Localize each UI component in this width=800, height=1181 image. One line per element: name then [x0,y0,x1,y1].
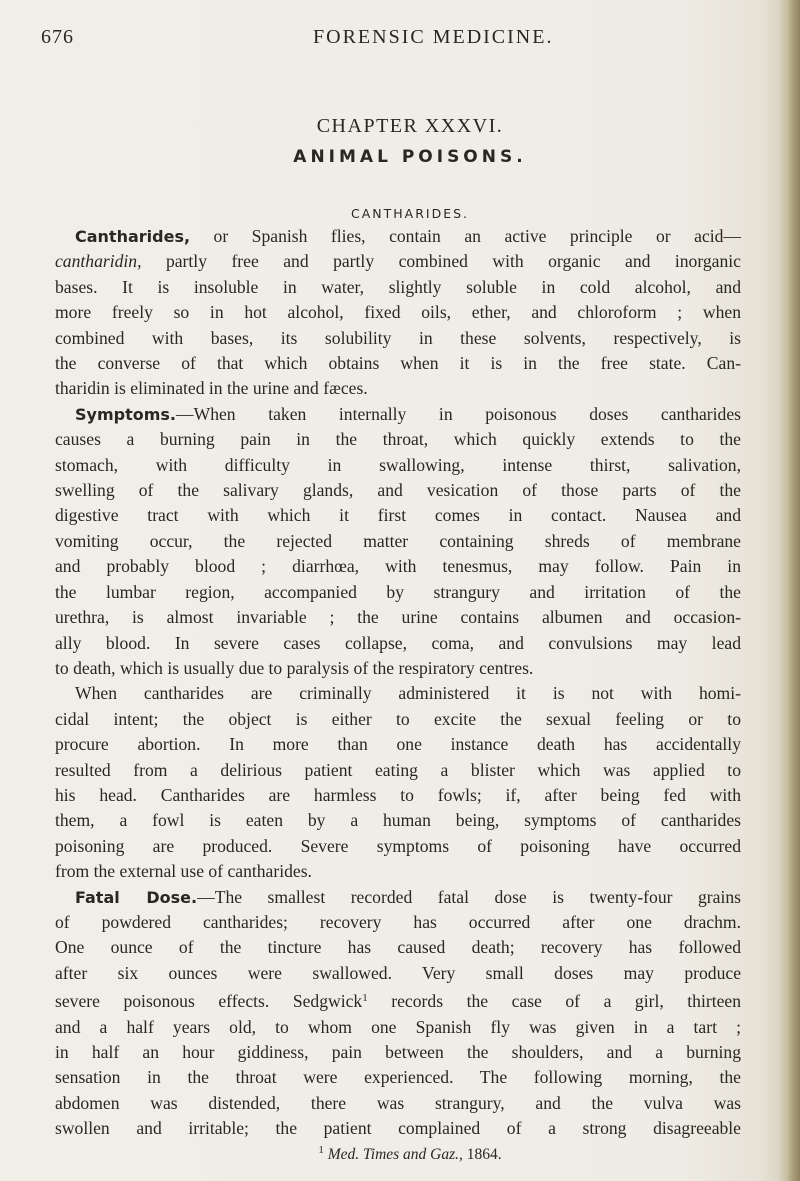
text-line: When cantharides are criminally administered it is not with homi- [75,683,741,704]
page-edge-shadow [778,0,800,1181]
text-line: in half an hour giddiness, pain between the shoulders, and a burning [55,1042,741,1062]
subsection-heading: CANTHARIDES. [350,206,470,221]
text-line [55,885,741,910]
running-head [0,26,800,56]
text-line: ally blood. In severe cases collapse, coma, and convulsions may lead [55,632,741,653]
text-line: after six ounces were swallowed. Very small doses may produce [55,962,741,983]
line-text: —When taken internally in poisonous doses cantharides [176,403,741,424]
text-line: stomach, with difficulty in swallowing, intense thirst, salivation, [55,454,741,475]
paragraph-symptoms [55,402,741,681]
text-line: abdomen was distended, there was strangury, and the vulva was [55,1092,741,1113]
text-line: to death, which is usually due to paralysis of the respiratory centres. [55,657,534,678]
line-text: —The smallest recorded fatal dose is twenty-four grains [197,886,741,907]
running-title: FORENSIC MEDICINE. [313,26,554,48]
text-line: One ounce of the tincture has caused death; recovery has followed [55,937,741,958]
text-line: swollen and irritable; the patient complained of a strong disagreeable [55,1118,741,1139]
text-line [55,224,741,249]
text-line: resulted from a delirious patient eating a blister which was applied to [55,759,741,780]
footnote-reference: 1 [362,992,368,1005]
text-line: vomiting occur, the rejected matter containing shreds of membrane [55,530,741,551]
line-text: records the case of a girl, thirteen [367,991,741,1012]
text-line [55,402,741,427]
text-line: of powdered cantharides; recovery has occurred after one drachm. [55,911,741,932]
footnote-marker: 1 [318,1144,324,1156]
text-line [55,986,741,1014]
run-in-heading: Cantharides, [75,227,191,246]
line-text: severe poisonous effects. Sedgwick [55,991,363,1012]
section-heading: ANIMAL POISONS. [293,147,527,167]
text-line: poisoning are produced. Severe symptoms of poisoning have occurred [55,835,741,856]
page-number: 676 [41,26,74,48]
text-line: procure abortion. In more than one instance death has accidentally [55,734,741,755]
text-line: cidal intent; the object is either to excite the sexual feeling or to [55,708,741,729]
text-line: bases. It is insoluble in water, slightly soluble in cold alcohol, and [55,276,741,297]
paragraph-cantharides [55,224,741,402]
line-text: or Spanish flies, contain an active principle or acid— [190,226,741,246]
text-line: digestive tract with which it first comes in contact. Nausea and [55,505,741,526]
italic-term: cantharidin, [55,251,142,272]
footnote-source: Med. Times and Gaz., [327,1146,463,1163]
text-line: swelling of the salivary glands, and vesication of those parts of the [55,480,741,501]
chapter-heading: CHAPTER XXXVI. [316,115,504,137]
paragraph-fatal-dose [55,885,741,1142]
text-line: tharidin is eliminated in the urine and fæces. [55,378,368,399]
text-line: urethra, is almost invariable ; the urine contains albumen and occasion- [55,607,741,628]
text-line: his head. Cantharides are harmless to fowls; if, after being fed with [55,784,741,805]
text-line: and probably blood ; diarrhœa, with tenesmus, may follow. Pain in [55,556,741,577]
text-line: and a half years old, to whom one Spanish fly was given in a tart ; [55,1016,741,1037]
paragraph-criminal-use [55,681,741,884]
text-line: the lumbar region, accompanied by strangury and irritation of the [55,581,741,602]
text-line [55,249,741,274]
text-line: sensation in the throat were experienced. The following morning, the [55,1067,741,1088]
text-line: causes a burning pain in the throat, which quickly extends to the [55,429,741,450]
text-line: the converse of that which obtains when it is in the free state. Can- [55,353,741,374]
text-line: them, a fowl is eaten by a human being, symptoms of cantharides [55,810,741,831]
body-text [55,224,741,1142]
text-line: more freely so in hot alcohol, fixed oils, ether, and chloroform ; when [55,302,741,323]
line-text: partly free and partly combined with organic and inorganic [141,251,741,272]
run-in-heading: Symptoms. [75,404,176,424]
run-in-heading: Fatal Dose. [75,887,198,907]
footnote [0,1144,800,1164]
text-line: from the external use of cantharides. [55,861,312,882]
footnote-year: 1864. [462,1146,502,1163]
text-line: combined with bases, its solubility in these solvents, respectively, is [55,327,741,348]
